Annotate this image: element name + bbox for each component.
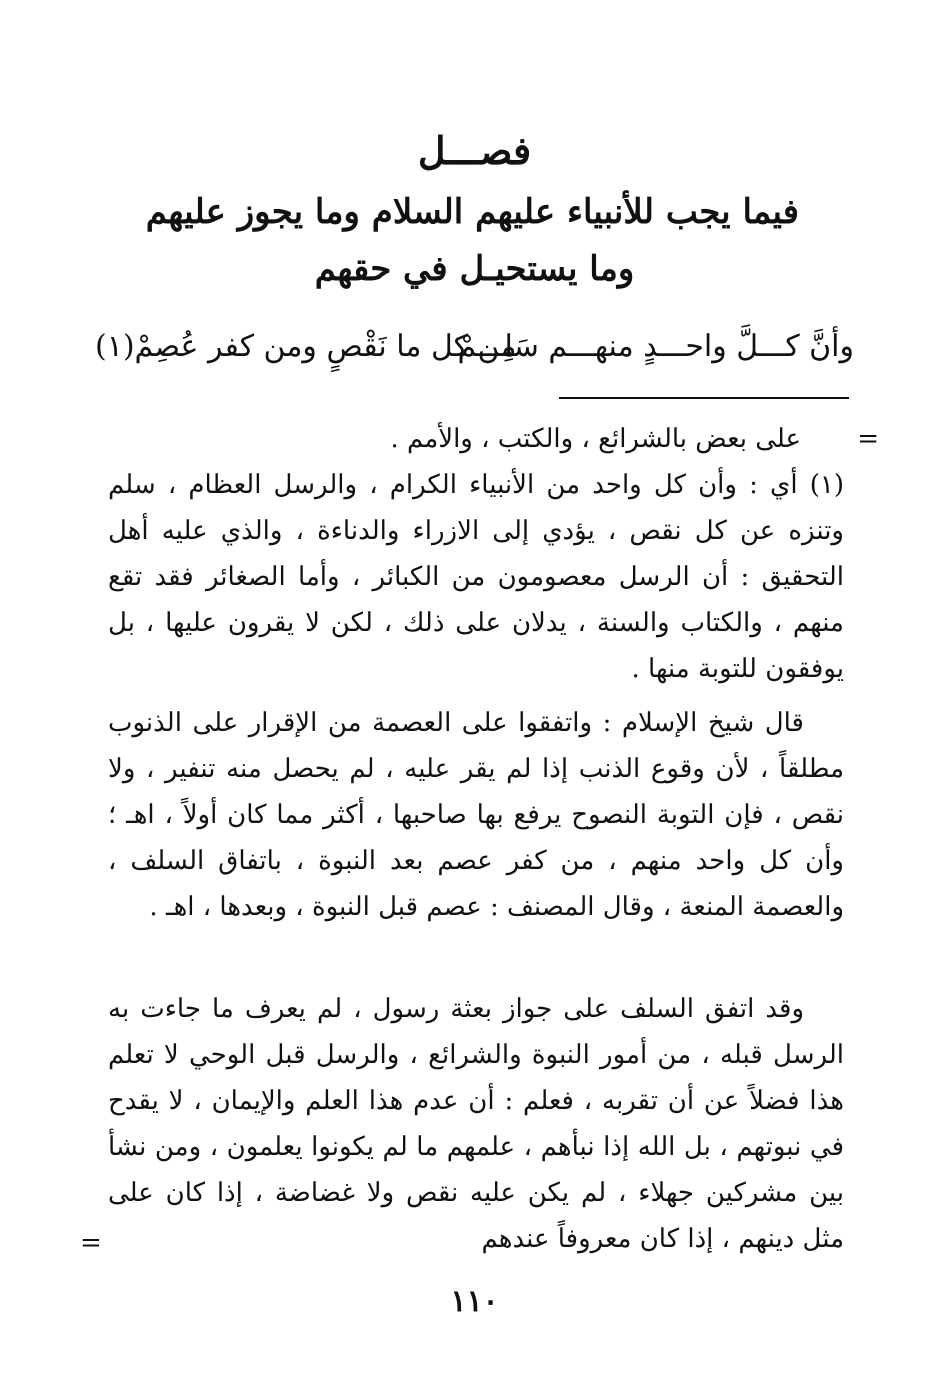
footnote-paragraph-3 [108, 986, 844, 1262]
verse-second-hemistich: من كل ما نَقْصٍ ومن كفر عُصِمْ(١) [95, 329, 517, 364]
footnote-separator-rule [559, 397, 849, 399]
chapter-title: فصـــل [417, 128, 532, 173]
continuation-mark-top: = [857, 424, 879, 454]
footnote-continuation-line: على بعض بالشرائع ، والكتب ، والأمم . [390, 424, 801, 454]
footnote-paragraph-2 [108, 700, 844, 930]
poem-verse [95, 322, 854, 372]
section-heading-line-1: فيما يجب للأنبياء عليهم السلام وما يجوز عليهم [145, 192, 799, 232]
footnote-1-text: (١) أي : وأن كل واحد من الأنبياء الكرام ، والرسل العظام ، سلم وتنزه عن كل نقص ، يؤدي إلى الازراء والدناءة ، والذي عليه أهل التحقيق : أن الرسل معصومون من الكبائر ، وأما الصغائر فقد تقع منهم ، والكتاب والسنة ، يدلان على ذلك ، لكن لا يقرون عليها ، بل يوفقون للتوبة منها . [108, 470, 844, 684]
verse-first-hemistich: وأنَّ كـــلَّ واحـــدٍ منهـــم سَلِـــمْ [457, 329, 854, 364]
footnote-1 [108, 462, 844, 692]
section-heading-line-2: وما يستحيـل في حقهم [314, 249, 635, 289]
continuation-mark-bottom: = [80, 1228, 102, 1258]
footnote-paragraph-3-text: وقد اتفق السلف على جواز بعثة رسول ، لم يعرف ما جاءت به الرسل قبله ، من أمور النبوة والشرائع ، والرسل قبل الوحي لا تعلم هذا فضلاً عن أن تقربه ، فعلم : أن عدم هذا العلم والإيمان ، لا يقدح في نبوتهم ، بل الله إذا نبأهم ، علمهم ما لم يكونوا يعلمون ، ومن نشأ بين مشركين جهلاء ، لم يكن عليه نقص ولا غضاضة ، إذا كان على مثل دينهم ، إذا كان معروفاً عندهم [108, 994, 844, 1254]
page-number: ١١٠ [450, 1284, 499, 1319]
footnote-paragraph-2-text: قال شيخ الإسلام : واتفقوا على العصمة من الإقرار على الذنوب مطلقاً ، لأن وقوع الذنب إذا لم يقر عليه ، لم يحصل منه تنفير ، ولا نقص ، فإن التوبة النصوح يرفع بها صاحبها ، أكثر مما كان أولاً ، اهـ ؛ وأن كل واحد منهم ، من كفر عصم بعد النبوة ، باتفاق السلف ، والعصمة المنعة ، وقال المصنف : عصم قبل النبوة ، وبعدها ، اهـ . [108, 708, 844, 922]
